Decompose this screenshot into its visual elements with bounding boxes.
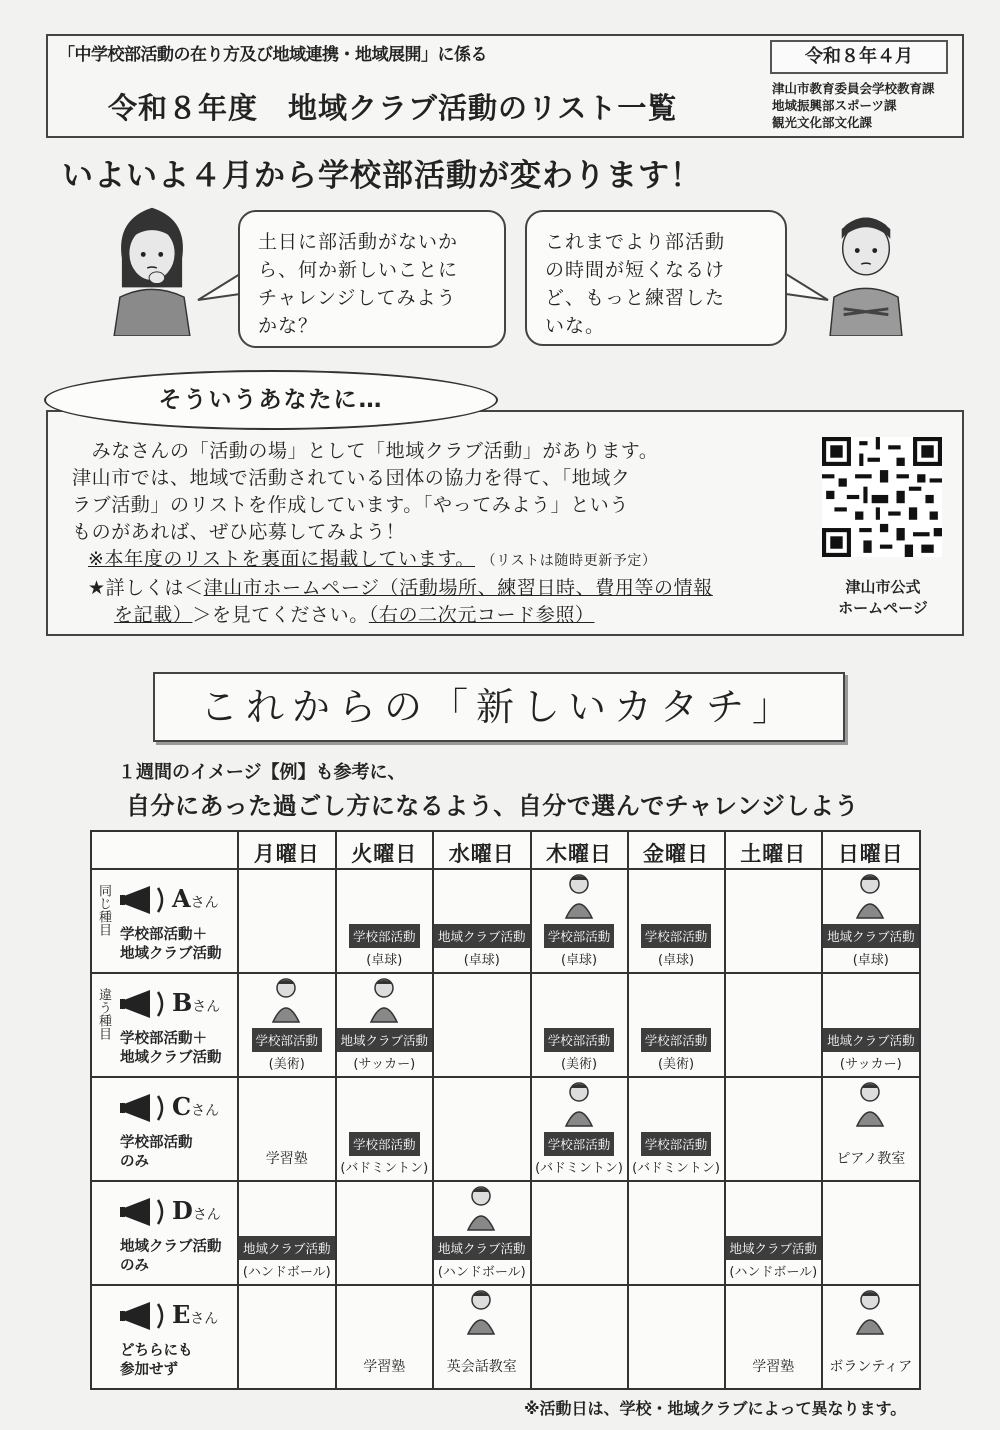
activity-type: (卓球): [657, 953, 695, 968]
person-letter: B: [172, 988, 193, 1017]
activity-type: (卓球): [463, 953, 500, 968]
schedule-cell: [238, 869, 336, 973]
megaphone-icon: [120, 986, 172, 1022]
schedule-cell: [238, 1285, 336, 1389]
qr-label-line: ホームページ: [838, 599, 928, 617]
description-line: 参加せず: [120, 1362, 178, 1378]
activity-tag: 学校部活動: [641, 924, 712, 948]
date-label: 令和８年４月: [770, 40, 948, 74]
info-line: ものがあれば、ぜひ応募してみよう！: [72, 521, 406, 543]
schedule-cell: [531, 1181, 628, 1285]
person-description: [120, 1342, 193, 1380]
activity-tag: 地域クラブ活動: [823, 1028, 919, 1052]
person-description: [120, 1030, 222, 1068]
oval-heading: そういうあなたに…: [44, 370, 498, 430]
handball-player-illustration: [456, 1184, 506, 1234]
badminton-player-illustration: [554, 1080, 604, 1130]
activity-type: (バドミントン): [632, 1161, 720, 1176]
qr-reference: （右の二次元コード参照）: [368, 604, 595, 626]
bubble-line: これまでより部活動: [545, 231, 726, 253]
person-cell: [91, 1285, 238, 1389]
schedule-cell: [238, 1077, 336, 1181]
schedule-cell: [336, 1077, 434, 1181]
schedule-cell: [628, 1285, 725, 1389]
department-list: [772, 80, 935, 131]
schedule-cell: [336, 973, 434, 1077]
activity-label: 学習塾: [752, 1359, 795, 1375]
activity-tag: 学校部活動: [641, 1132, 712, 1156]
bubble-line: ど、もっと練習した: [545, 287, 726, 309]
table-header-row: [91, 831, 920, 869]
side-label: 同じ種目: [96, 884, 111, 936]
day-header: 土曜日: [725, 831, 823, 869]
activity-tag: 学校部活動: [544, 924, 615, 948]
schedule-cell: [628, 973, 725, 1077]
schedule-cell: [822, 869, 920, 973]
activity-type: (卓球): [560, 953, 598, 968]
department-2: 地域振興部スポーツ課: [772, 98, 897, 113]
activity-tag: 地域クラブ活動: [726, 1236, 822, 1260]
day-header: 金曜日: [628, 831, 725, 869]
schedule-body: [91, 869, 920, 1389]
description-line: 地域クラブ活動: [120, 946, 222, 962]
schedule-cell: [531, 973, 628, 1077]
bubble-line: チャレンジしてみよう: [258, 287, 457, 309]
qr-label-line: 津山市公式: [845, 578, 921, 596]
girl-student-illustration: [108, 200, 196, 336]
person-letter: A: [172, 884, 191, 913]
side-label: 違う種目: [96, 988, 111, 1040]
schedule-cell: [336, 869, 434, 973]
schedule-row-c: [91, 1077, 920, 1181]
activity-tag: 地域クラブ活動: [434, 1236, 530, 1260]
schedule-row-b: [91, 973, 920, 1077]
corner-cell: [91, 831, 238, 869]
activity-tag: 学校部活動: [544, 1132, 615, 1156]
schedule-cell: [725, 1181, 823, 1285]
person-san: さん: [191, 1103, 220, 1119]
department-1: 津山市教育委員会学校教育課: [772, 81, 935, 96]
activity-tag: 地域クラブ活動: [434, 924, 530, 948]
description-line: 学校部活動: [120, 1135, 193, 1151]
info-line: ラブ活動」のリストを作成しています。「やってみよう」という: [72, 494, 630, 516]
day-header: 水曜日: [433, 831, 531, 869]
schedule-cell: [531, 1285, 628, 1389]
person-letter: E: [172, 1300, 191, 1329]
person-description: [120, 1134, 193, 1172]
person-name: [172, 1196, 221, 1225]
schedule-cell: [628, 869, 725, 973]
schedule-cell: [531, 869, 628, 973]
person-letter: D: [172, 1196, 193, 1225]
activity-label: 英会話教室: [446, 1359, 517, 1375]
note-main: ※本年度のリストを裏面に掲載しています。: [88, 548, 476, 570]
activity-type: (ハンドボール): [437, 1265, 526, 1280]
info-line: 津山市では、地域で活動されている団体の協力を得て、「地域ク: [72, 467, 631, 489]
note-small: （リストは随時更新予定）: [481, 553, 657, 569]
person-san: さん: [190, 895, 219, 911]
activity-tag: 地域クラブ活動: [337, 1028, 433, 1052]
footnote: ※活動日は、学校・地域クラブによって異なります。: [524, 1399, 907, 1418]
activity-type: (サッカー): [353, 1057, 416, 1072]
qr-label: [818, 577, 948, 619]
katachi-banner: これからの「新しいカタチ」: [153, 672, 845, 742]
description-line: 学校部活動＋: [120, 927, 207, 943]
description-line: 学校部活動＋: [120, 1031, 207, 1047]
description-line: どちらにも: [120, 1343, 193, 1359]
header-subtitle: 「中学校部活動の在り方及び地域連携・地域展開」に係る: [58, 45, 487, 65]
schedule-cell: [238, 1181, 336, 1285]
weekly-schedule-table: [90, 830, 921, 1390]
activity-tag: 学校部活動: [349, 924, 420, 948]
activity-type: (美術): [657, 1057, 695, 1072]
art-student-illustration: [261, 976, 311, 1026]
activity-label: ボランティア: [829, 1359, 913, 1375]
person-san: さん: [190, 1311, 219, 1327]
speech-bubble-boy: [525, 210, 787, 346]
schedule-cell: [433, 1181, 531, 1285]
schedule-cell: [822, 1181, 920, 1285]
detail-prefix: ★詳しくは＜: [88, 577, 204, 599]
activity-type: (美術): [268, 1057, 305, 1072]
schedule-cell: [336, 1181, 434, 1285]
activity-type: (ハンドボール): [729, 1265, 818, 1280]
schedule-row-e: [91, 1285, 920, 1389]
megaphone-icon: [120, 1194, 172, 1230]
activity-type: (美術): [560, 1057, 598, 1072]
description-line: 地域クラブ活動: [120, 1239, 222, 1255]
activity-type: (サッカー): [839, 1057, 902, 1072]
speech-bubble-girl: [238, 210, 506, 348]
volunteer-illustration: [845, 1288, 895, 1338]
schedule-cell: [433, 869, 531, 973]
bubble-line: 土日に部活動がないか: [258, 231, 459, 253]
conversation-illustration: [456, 1288, 506, 1338]
schedule-cell: [725, 1285, 823, 1389]
schedule-cell: [433, 973, 531, 1077]
department-3: 観光文化部文化課: [772, 115, 873, 130]
bubble-line: いな。: [545, 315, 606, 337]
person-cell: [91, 1077, 238, 1181]
activity-type: (バドミントン): [535, 1161, 623, 1176]
person-description: [120, 926, 222, 964]
description-line: のみ: [120, 1258, 149, 1274]
homepage-link-text[interactable]: 津山市ホームページ（活動場所、練習日時、費用等の情報: [203, 577, 713, 599]
table-tennis-player-illustration: [554, 872, 604, 922]
page-title: 令和８年度 地域クラブ活動のリスト一覧: [108, 91, 678, 125]
bubble-line: の時間が短くなるけ: [545, 259, 726, 281]
activity-tag: 学校部活動: [544, 1028, 615, 1052]
schedule-cell: [822, 1077, 920, 1181]
megaphone-icon: [120, 1298, 172, 1334]
homepage-link-text-2[interactable]: を記載）: [114, 604, 193, 626]
boy-student-illustration: [822, 200, 910, 336]
activity-tag: 学校部活動: [349, 1132, 420, 1156]
bubble-left-tail: [196, 270, 242, 310]
schedule-cell: [336, 1285, 434, 1389]
schedule-cell: [725, 869, 823, 973]
person-cell: [91, 1181, 238, 1285]
activity-tag: 地域クラブ活動: [823, 924, 919, 948]
soccer-player-illustration: [359, 976, 409, 1026]
activity-type: (ハンドボール): [242, 1265, 331, 1280]
person-san: さん: [192, 999, 221, 1015]
activity-type: (卓球): [852, 953, 889, 968]
schedule-cell: [822, 1285, 920, 1389]
schedule-cell: [433, 1077, 531, 1181]
schedule-row-a: [91, 869, 920, 973]
day-header: 月曜日: [238, 831, 336, 869]
schedule-cell: [628, 1181, 725, 1285]
activity-label: 学習塾: [363, 1359, 406, 1375]
schedule-cell: [822, 973, 920, 1077]
day-header: 木曜日: [531, 831, 628, 869]
info-line: みなさんの「活動の場」として「地域クラブ活動」があります。: [72, 440, 659, 462]
week-main-text: 自分にあった過ごし方になるよう、自分で選んでチャレンジしよう: [126, 792, 859, 820]
person-name: [172, 884, 219, 913]
week-intro: １週間のイメージ【例】も参考に、: [118, 762, 406, 783]
person-name: [172, 1300, 218, 1329]
megaphone-icon: [120, 1090, 172, 1126]
detail-suffix: ＞を見てください。: [192, 604, 369, 626]
activity-tag: 地域クラブ活動: [239, 1236, 335, 1260]
schedule-cell: [238, 973, 336, 1077]
activity-label: ピアノ教室: [836, 1151, 906, 1167]
person-cell: [91, 973, 238, 1077]
day-header: 日曜日: [822, 831, 920, 869]
bubble-line: かな？: [258, 315, 319, 337]
schedule-cell: [628, 1077, 725, 1181]
person-san: さん: [192, 1207, 221, 1223]
description-line: のみ: [120, 1154, 149, 1170]
schedule-cell: [531, 1077, 628, 1181]
person-description: [120, 1238, 222, 1276]
table-tennis-player-illustration: [845, 872, 895, 922]
day-header: 火曜日: [336, 831, 434, 869]
person-letter: C: [172, 1092, 192, 1121]
person-name: [172, 1092, 219, 1121]
bubble-line: ら、何か新しいことに: [258, 259, 459, 281]
schedule-cell: [433, 1285, 531, 1389]
activity-label: 学習塾: [265, 1151, 308, 1167]
activity-tag: 学校部活動: [641, 1028, 712, 1052]
person-cell: [91, 869, 238, 973]
piano-illustration: [845, 1080, 895, 1130]
megaphone-icon: [120, 882, 172, 918]
activity-tag: 学校部活動: [252, 1028, 323, 1052]
schedule-cell: [725, 1077, 823, 1181]
bubble-right-tail: [784, 270, 830, 310]
schedule-cell: [725, 973, 823, 1077]
description-line: 地域クラブ活動: [120, 1050, 222, 1066]
headline: いよいよ４月から学校部活動が変わります！: [62, 158, 702, 194]
info-text: [72, 438, 713, 629]
qr-code-icon[interactable]: [822, 432, 942, 562]
activity-type: (卓球): [366, 953, 403, 968]
schedule-row-d: [91, 1181, 920, 1285]
person-name: [172, 988, 220, 1017]
activity-type: (バドミントン): [340, 1161, 429, 1176]
